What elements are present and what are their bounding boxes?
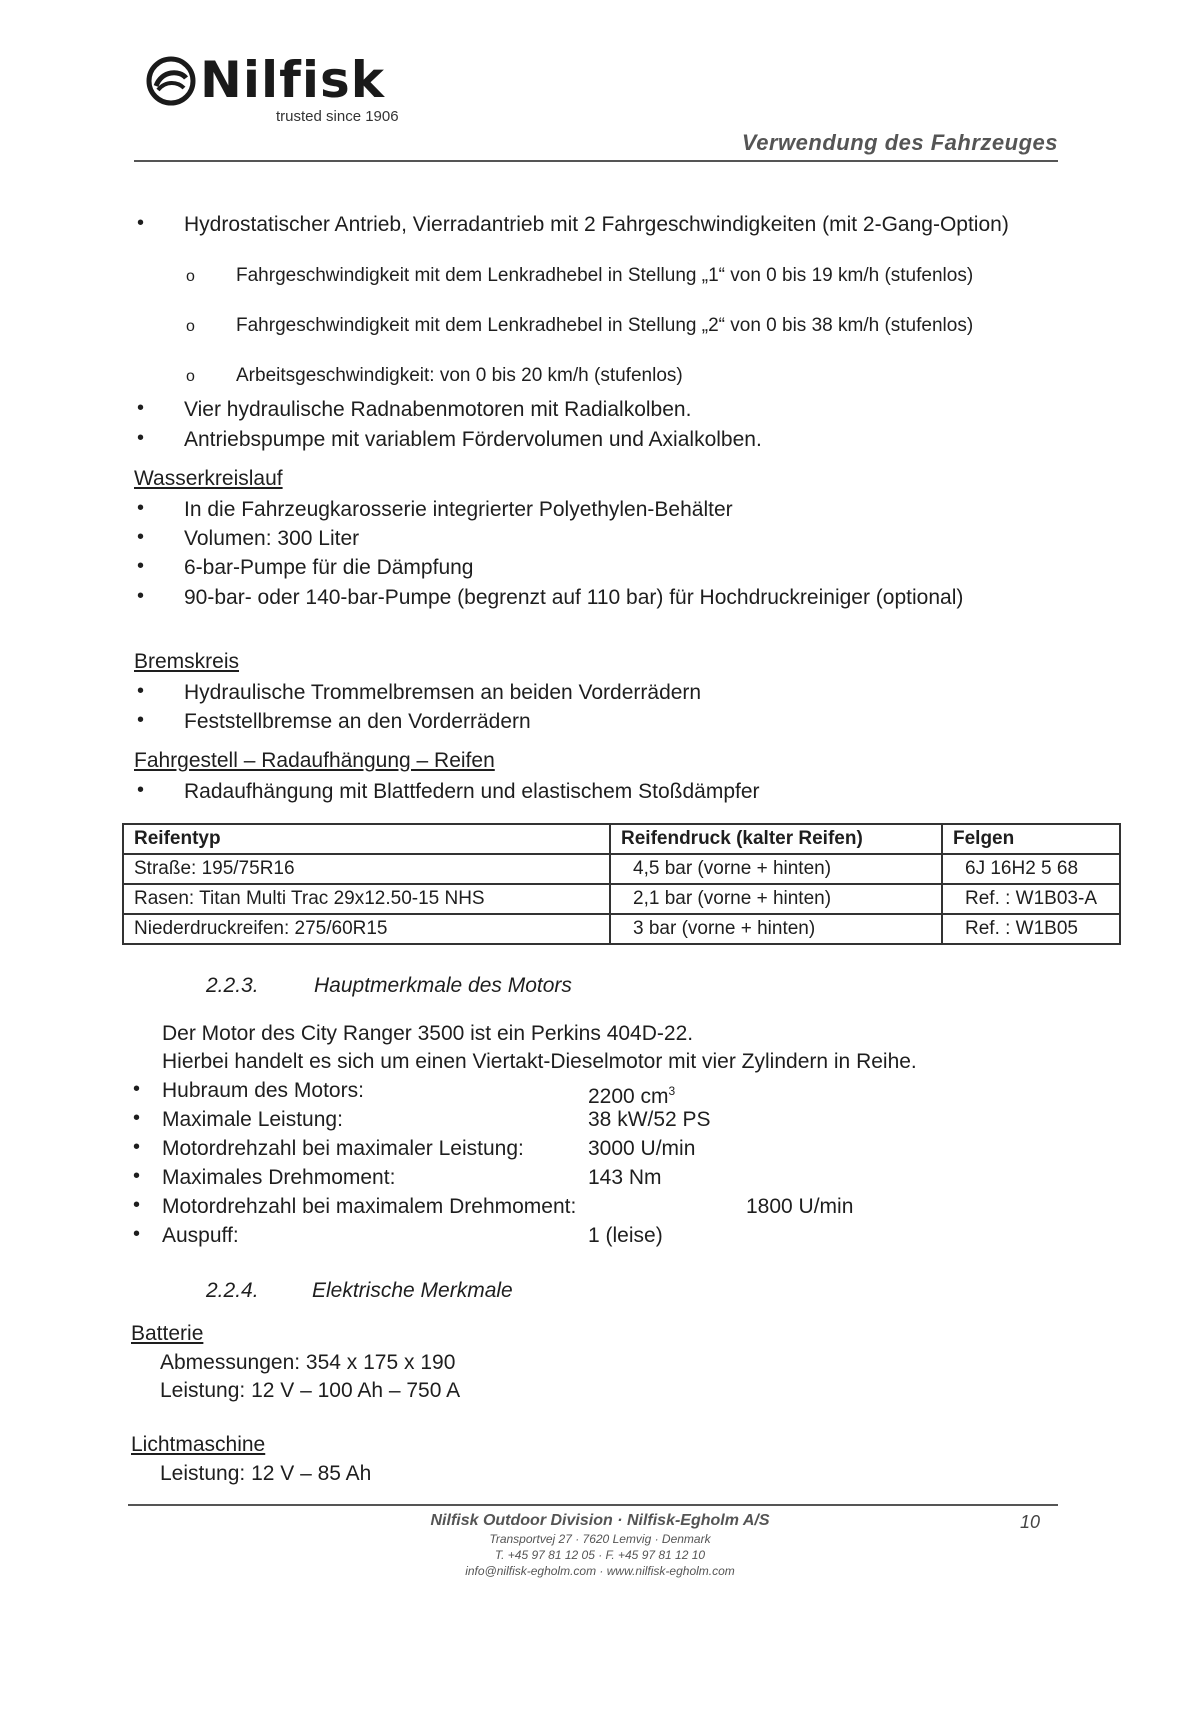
spec-label: Hubraum des Motors:	[162, 1079, 364, 1102]
section-title: Hauptmerkmale des Motors	[314, 974, 572, 997]
paragraph: Hierbei handelt es sich um einen Viertakt-Dieselmotor mit vier Zylindern in Reihe.	[162, 1050, 917, 1073]
table-row	[123, 854, 1120, 884]
circle-bullet-icon: o	[186, 368, 195, 385]
list-item: In die Fahrzeugkarosserie integrierter Polyethylen-Behälter	[184, 498, 733, 521]
section-number: 2.2.4.	[206, 1279, 259, 1302]
footer-company: Nilfisk Outdoor Division · Nilfisk-Egholm A/S	[430, 1512, 770, 1529]
bullet-dot-icon: •	[137, 779, 145, 801]
nilfisk-logo	[146, 50, 436, 130]
bullet-dot-icon: •	[137, 397, 145, 419]
list-item: Antriebspumpe mit variablem Fördervolumen und Axialkolben.	[184, 428, 762, 451]
section-heading-battery: Batterie	[131, 1322, 204, 1345]
footer-address: Transportvej 27 · 7620 Lemvig · Denmark	[489, 1532, 711, 1546]
bullet-dot-icon: •	[137, 427, 145, 449]
brand-name: Nilfisk	[200, 51, 386, 109]
section-heading-brake: Bremskreis	[134, 650, 240, 673]
spec-label: Auspuff:	[162, 1224, 239, 1247]
table-header-cell: Reifendruck (kalter Reifen)	[610, 824, 942, 854]
bullet-dot-icon: •	[133, 1223, 141, 1245]
list-item: 90-bar- oder 140-bar-Pumpe (begrenzt auf 110 bar) für Hochdruckreiniger (optional)	[184, 586, 964, 609]
spec-value: 38 kW/52 PS	[588, 1108, 711, 1131]
list-item: Hydrostatischer Antrieb, Vierradantrieb mit 2 Fahrgeschwindigkeiten (mit 2-Gang-Option)	[184, 213, 1009, 236]
bullet-dot-icon: •	[137, 709, 145, 731]
table-cell: 4,5 bar (vorne + hinten)	[610, 854, 942, 884]
table-header-row	[123, 824, 1120, 854]
table-row	[123, 884, 1120, 914]
bullet-dot-icon: •	[137, 212, 145, 234]
spec-value: 3000 U/min	[588, 1137, 696, 1160]
list-item: Vier hydraulische Radnabenmotoren mit Radialkolben.	[184, 398, 692, 421]
header-section-title: Verwendung des Fahrzeuges	[741, 130, 1058, 155]
section-heading-water: Wasserkreislauf	[134, 467, 283, 490]
bullet-dot-icon: •	[137, 680, 145, 702]
page-number: 10	[1019, 1512, 1040, 1532]
spec-value: 1800 U/min	[746, 1195, 854, 1218]
spec-value: 1 (leise)	[588, 1224, 663, 1247]
section-heading-alternator: Lichtmaschine	[131, 1433, 266, 1456]
paragraph: Leistung: 12 V – 85 Ah	[160, 1462, 372, 1485]
table-header-cell: Reifentyp	[123, 824, 610, 854]
table-cell: 2,1 bar (vorne + hinten)	[610, 884, 942, 914]
footer-phone: T. +45 97 81 12 05 · F. +45 97 81 12 10	[494, 1548, 706, 1562]
brand-tagline: trusted since 1906	[276, 108, 399, 125]
list-item: Feststellbremse an den Vorderrädern	[184, 710, 531, 733]
table-cell: 6J 16H2 5 68	[942, 854, 1120, 884]
sub-list-item: Fahrgeschwindigkeit mit dem Lenkradhebel in Stellung „1“ von 0 bis 19 km/h (stufenlos)	[236, 265, 974, 286]
table-cell: Ref. : W1B05	[942, 914, 1120, 944]
list-item: 6-bar-Pumpe für die Dämpfung	[184, 556, 474, 579]
bullet-dot-icon: •	[133, 1165, 141, 1187]
bullet-dot-icon: •	[133, 1078, 141, 1100]
bullet-dot-icon: •	[133, 1107, 141, 1129]
spec-value: 143 Nm	[588, 1166, 662, 1189]
spec-label: Maximales Drehmoment:	[162, 1166, 396, 1189]
list-item: Radaufhängung mit Blattfedern und elastischem Stoßdämpfer	[184, 780, 760, 803]
spec-label: Maximale Leistung:	[162, 1108, 343, 1131]
table-cell: Niederdruckreifen: 275/60R15	[123, 914, 610, 944]
circle-bullet-icon: o	[186, 318, 195, 335]
paragraph: Abmessungen: 354 x 175 x 190	[160, 1351, 456, 1374]
spec-label: Motordrehzahl bei maximalem Drehmoment:	[162, 1195, 577, 1218]
list-item: Volumen: 300 Liter	[184, 527, 360, 550]
table-row	[123, 914, 1120, 944]
bullet-dot-icon: •	[133, 1136, 141, 1158]
circle-bullet-icon: o	[186, 268, 195, 285]
table-cell: 3 bar (vorne + hinten)	[610, 914, 942, 944]
tyre-table	[122, 823, 1121, 945]
list-item: Hydraulische Trommelbremsen an beiden Vorderrädern	[184, 681, 702, 704]
section-heading-chassis: Fahrgestell – Radaufhängung – Reifen	[134, 749, 495, 772]
paragraph: Der Motor des City Ranger 3500 ist ein Perkins 404D-22.	[162, 1022, 694, 1045]
sub-list-item: Arbeitsgeschwindigkeit: von 0 bis 20 km/h (stufenlos)	[236, 365, 683, 386]
bullet-dot-icon: •	[137, 497, 145, 519]
bullet-dot-icon: •	[137, 585, 145, 607]
table-cell: Rasen: Titan Multi Trac 29x12.50-15 NHS	[123, 884, 610, 914]
section-number: 2.2.3.	[206, 974, 259, 997]
spec-label: Motordrehzahl bei maximaler Leistung:	[162, 1137, 524, 1160]
header-rule	[134, 160, 1058, 162]
section-title: Elektrische Merkmale	[312, 1279, 513, 1302]
paragraph: Leistung: 12 V – 100 Ah – 750 A	[160, 1379, 461, 1402]
table-cell: Ref. : W1B03-A	[942, 884, 1120, 914]
bullet-dot-icon: •	[137, 555, 145, 577]
bullet-dot-icon: •	[133, 1194, 141, 1216]
nilfisk-swirl-icon	[146, 56, 196, 106]
bullet-dot-icon: •	[137, 526, 145, 548]
footer-contact: info@nilfisk-egholm.com · www.nilfisk-egholm.com	[465, 1564, 735, 1578]
table-cell: Straße: 195/75R16	[123, 854, 610, 884]
footer-rule	[128, 1504, 1058, 1506]
sub-list-item: Fahrgeschwindigkeit mit dem Lenkradhebel in Stellung „2“ von 0 bis 38 km/h (stufenlos)	[236, 315, 974, 336]
table-header-cell: Felgen	[942, 824, 1120, 854]
spec-value: 2200 $cm^3$	[588, 1084, 676, 1108]
